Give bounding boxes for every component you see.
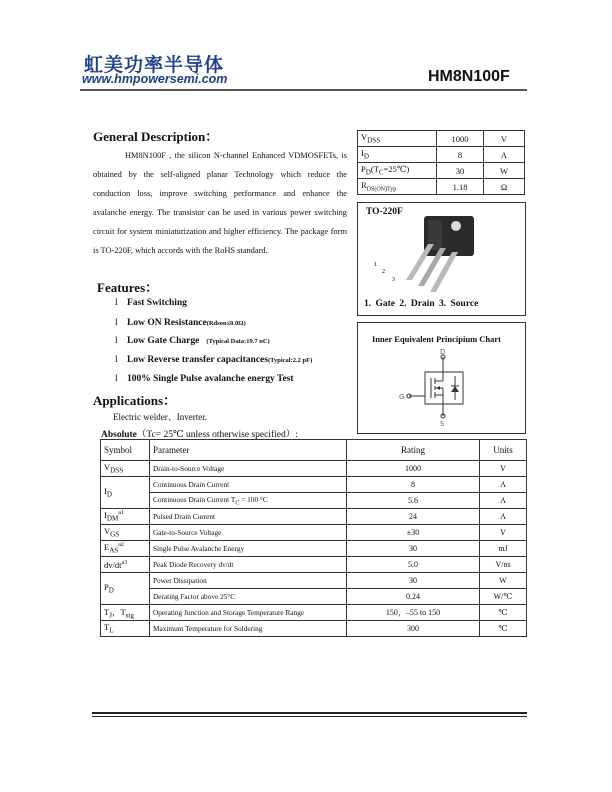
row-unit: V <box>480 461 527 477</box>
row-parameter: Continuous Drain Current <box>150 477 347 493</box>
row-unit: mJ <box>480 541 527 557</box>
row-parameter: Drain-to-Source Voltage <box>150 461 347 477</box>
table-header-row <box>101 440 527 461</box>
mosfet-symbol-diagram <box>395 346 485 428</box>
brand-name-cn: 虹美功率半导体 <box>84 54 225 76</box>
row-rating: 24 <box>347 509 480 525</box>
package-title: TO-220F <box>366 207 403 217</box>
row-parameter: Operating Junction and Storage Temperature Range <box>150 605 347 621</box>
key-param-row <box>358 131 525 147</box>
table-row <box>101 573 527 589</box>
row-parameter: Continuous Drain Current $T_C = 100$ °C <box>150 493 347 509</box>
table-row <box>101 477 527 493</box>
pin-number-1: 1 <box>374 262 377 268</box>
row-unit: ℃ <box>480 605 527 621</box>
key-param-row <box>358 147 525 163</box>
row-parameter: Single Pulse Avalanche Energy <box>150 541 347 557</box>
key-param-unit: A <box>484 147 525 163</box>
row-symbol: $T_J$，$T_{stg}$ <box>101 605 150 621</box>
row-rating: 8 <box>347 477 480 493</box>
header-symbol: Symbol <box>101 440 150 461</box>
table-row <box>101 557 527 573</box>
bullet-marker: l <box>115 374 118 384</box>
absolute-ratings-table <box>100 439 527 637</box>
key-param-symbol: $V_{DSS}$ <box>358 131 437 147</box>
to220f-package-image <box>372 214 502 296</box>
feature-item: l Low Gate Charge (Typical Data:19.7 nC) <box>115 336 270 346</box>
row-symbol: $V_{DSS}$ <box>101 461 150 477</box>
table-row <box>101 509 527 525</box>
row-unit: V <box>480 525 527 541</box>
header-parameter: Parameter <box>150 440 347 461</box>
row-parameter: Power Dissipation <box>150 573 347 589</box>
package-pin-legend: 1. Gate 2. Drain 3. Source <box>364 299 479 309</box>
table-row <box>101 493 527 509</box>
key-param-unit: Ω <box>484 179 525 195</box>
header-units: Units <box>480 440 527 461</box>
bullet-marker: l <box>115 336 118 346</box>
key-param-value: 1000 <box>437 131 484 147</box>
row-symbol: $E_{AS}^{a2}$ <box>101 541 150 557</box>
row-unit: A <box>480 509 527 525</box>
key-param-unit: W <box>484 163 525 179</box>
key-param-symbol: $R_{DS(ON)Typ}$ <box>358 179 437 195</box>
feature-item: l Low ON Resistance(Rdson≤0.0Ω) <box>115 318 246 328</box>
features-title: Features： <box>97 280 159 295</box>
key-param-unit: V <box>484 131 525 147</box>
row-rating: 150，–55 to 150 <box>347 605 480 621</box>
feature-item: l 100% Single Pulse avalanche energy Test <box>115 374 294 384</box>
bullet-marker: l <box>115 298 118 308</box>
table-row <box>101 621 527 637</box>
table-row <box>101 525 527 541</box>
row-parameter: Derating Factor above 25°C <box>150 589 347 605</box>
key-param-row <box>358 179 525 195</box>
header-divider <box>80 89 527 91</box>
row-unit: V/ns <box>480 557 527 573</box>
row-rating: 30 <box>347 541 480 557</box>
feature-item: l Fast Switching <box>115 298 187 308</box>
key-param-value: 8 <box>437 147 484 163</box>
pin-number-3: 3 <box>392 277 395 283</box>
source-label: S <box>440 420 445 428</box>
general-description-text <box>93 146 347 260</box>
description-paragraph: HM8N100F , the silicon N-channel Enhanced VDMOSFETs, is obtained by the self-aligned planar Technology which reduce the conduction loss, improve switching performance and enhance the avalanche energy. The transistor can be used in various power switching circuit for system miniaturization and higher efficiency. The package form is TO-220F, which accords with the RoHS standard. <box>93 151 347 255</box>
row-symbol: $I_{DM}^{a1}$ <box>101 509 150 525</box>
applications-title: Applications： <box>93 393 177 408</box>
bullet-marker: l <box>115 355 118 365</box>
row-rating: 1000 <box>347 461 480 477</box>
header-rating: Rating <box>347 440 480 461</box>
row-unit: A <box>480 493 527 509</box>
row-unit: A <box>480 477 527 493</box>
part-number: HM8N100F <box>428 68 510 85</box>
row-symbol: $I_D$ <box>101 477 150 509</box>
row-symbol: $P_D$ <box>101 573 150 605</box>
key-param-symbol: $I_D$ <box>358 147 437 163</box>
key-param-value: 1.18 <box>437 179 484 195</box>
feature-item: l Low Reverse transfer capacitances(Typical:2.2 pF) <box>115 355 313 365</box>
table-row <box>101 541 527 557</box>
general-description-title: General Description： <box>93 129 219 144</box>
key-param-value: 30 <box>437 163 484 179</box>
table-row <box>101 605 527 621</box>
row-unit: W/℃ <box>480 589 527 605</box>
absolute-ratings-title: Absolute（Tc= 25℃ unless otherwise specified）: <box>101 430 298 440</box>
key-param-symbol: $P_D(T_C=25℃)$ <box>358 163 437 179</box>
equivalent-chart-title: Inner Equivalent Principium Chart <box>372 334 502 344</box>
row-rating: 0.24 <box>347 589 480 605</box>
row-unit: W <box>480 573 527 589</box>
key-param-row <box>358 163 525 179</box>
bullet-marker: l <box>115 318 118 328</box>
row-parameter: Maximum Temperature for Soldering <box>150 621 347 637</box>
row-parameter: Gate-to-Source Voltage <box>150 525 347 541</box>
row-rating: 30 <box>347 573 480 589</box>
row-rating: ±30 <box>347 525 480 541</box>
row-unit: ℃ <box>480 621 527 637</box>
row-rating: 300 <box>347 621 480 637</box>
applications-text: Electric welder、Inverter. <box>113 412 207 422</box>
row-rating: 5.6 <box>347 493 480 509</box>
pin-number-2: 2 <box>382 269 385 275</box>
row-rating: 5.0 <box>347 557 480 573</box>
row-symbol: $T_L$ <box>101 621 150 637</box>
row-parameter: Peak Diode Recovery dv/dt <box>150 557 347 573</box>
brand-url: www.hmpowersemi.com <box>82 72 228 86</box>
table-row <box>101 589 527 605</box>
row-parameter: Pulsed Drain Current <box>150 509 347 525</box>
table-row <box>101 461 527 477</box>
footer-divider-thin <box>92 716 527 717</box>
drain-label: D <box>440 348 446 356</box>
footer-divider <box>92 712 527 714</box>
gate-label: G <box>399 393 405 401</box>
row-symbol: $dv/dt^{a3}$ <box>101 557 150 573</box>
row-symbol: $V_{GS}$ <box>101 525 150 541</box>
key-parameters-table <box>357 130 525 195</box>
